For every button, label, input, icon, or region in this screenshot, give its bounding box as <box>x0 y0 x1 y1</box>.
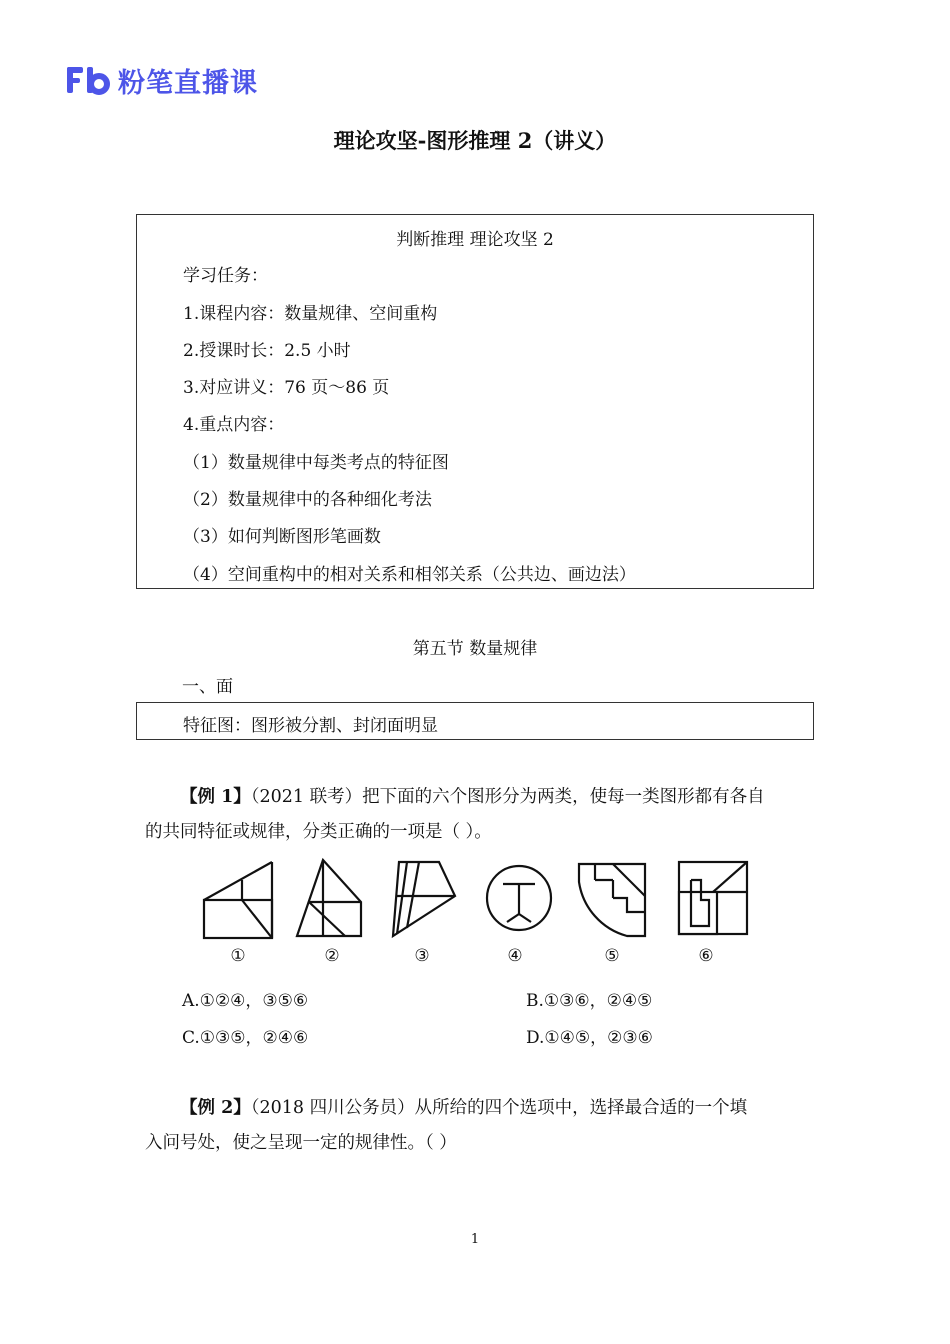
option-d: D.①④⑤，②③⑥ <box>526 1028 653 1048</box>
box-line: 学习任务： <box>183 266 268 286</box>
option-a: A.①②④，③⑤⑥ <box>182 991 309 1011</box>
feature-text: 特征图：图形被分割、封闭面明显 <box>183 716 438 736</box>
figure-label: ② <box>324 946 340 966</box>
learning-task-box <box>136 214 814 589</box>
example1-line2: 的共同特征或规律，分类正确的一项是（ ）。 <box>145 822 492 842</box>
option-c: C.①③⑤，②④⑥ <box>182 1028 309 1048</box>
example1-text <box>145 780 815 850</box>
example2-text <box>145 1091 815 1161</box>
box-line: 4.重点内容： <box>183 415 285 435</box>
figure-3 <box>387 856 459 942</box>
figure-6 <box>675 856 751 942</box>
box-line: （1）数量规律中每类考点的特征图 <box>183 453 449 473</box>
figure-label: ③ <box>414 946 430 966</box>
option-b: B.①③⑥，②④⑤ <box>526 991 653 1011</box>
brand-name: 粉笔直播课 <box>118 67 258 99</box>
example2-line1: （2018 四川公务员）从所给的四个选项中，选择最合适的一个填 <box>250 1098 748 1118</box>
figure-label: ① <box>230 946 246 966</box>
subsection-title: 一、面 <box>182 677 233 697</box>
box-line: 3.对应讲义：76 页～86 页 <box>183 378 390 398</box>
figure-label: ⑤ <box>604 946 620 966</box>
box-line: （3）如何判断图形笔画数 <box>183 527 381 547</box>
page-number: 1 <box>470 1232 480 1247</box>
figure-4 <box>483 856 555 942</box>
figure-1 <box>200 856 276 942</box>
box-heading: 判断推理 理论攻坚 2 <box>396 230 554 250</box>
example1-figures <box>195 856 765 966</box>
box-line: （2）数量规律中的各种细化考法 <box>183 490 432 510</box>
brand-logo <box>66 62 258 98</box>
fb-logo-icon <box>66 65 110 95</box>
box-line: 2.授课时长：2.5 小时 <box>183 341 351 361</box>
example1-line1: （2021 联考）把下面的六个图形分为两类，使每一类图形都有各自 <box>250 787 765 807</box>
example2-tag: 【例 2】 <box>180 1098 251 1118</box>
feature-box <box>136 702 814 740</box>
example2-line2: 入问号处，使之呈现一定的规律性。（ ） <box>145 1133 457 1153</box>
example1-tag: 【例 1】 <box>180 787 251 807</box>
figure-label: ④ <box>507 946 523 966</box>
box-line: 1.课程内容：数量规律、空间重构 <box>183 304 438 324</box>
figure-2 <box>293 856 365 942</box>
document-title: 理论攻坚-图形推理 2（讲义） <box>333 128 617 153</box>
box-line: （4）空间重构中的相对关系和相邻关系（公共边、画边法） <box>183 565 636 585</box>
figure-label: ⑥ <box>698 946 714 966</box>
section-title: 第五节 数量规律 <box>412 639 538 659</box>
figure-5 <box>575 856 651 942</box>
